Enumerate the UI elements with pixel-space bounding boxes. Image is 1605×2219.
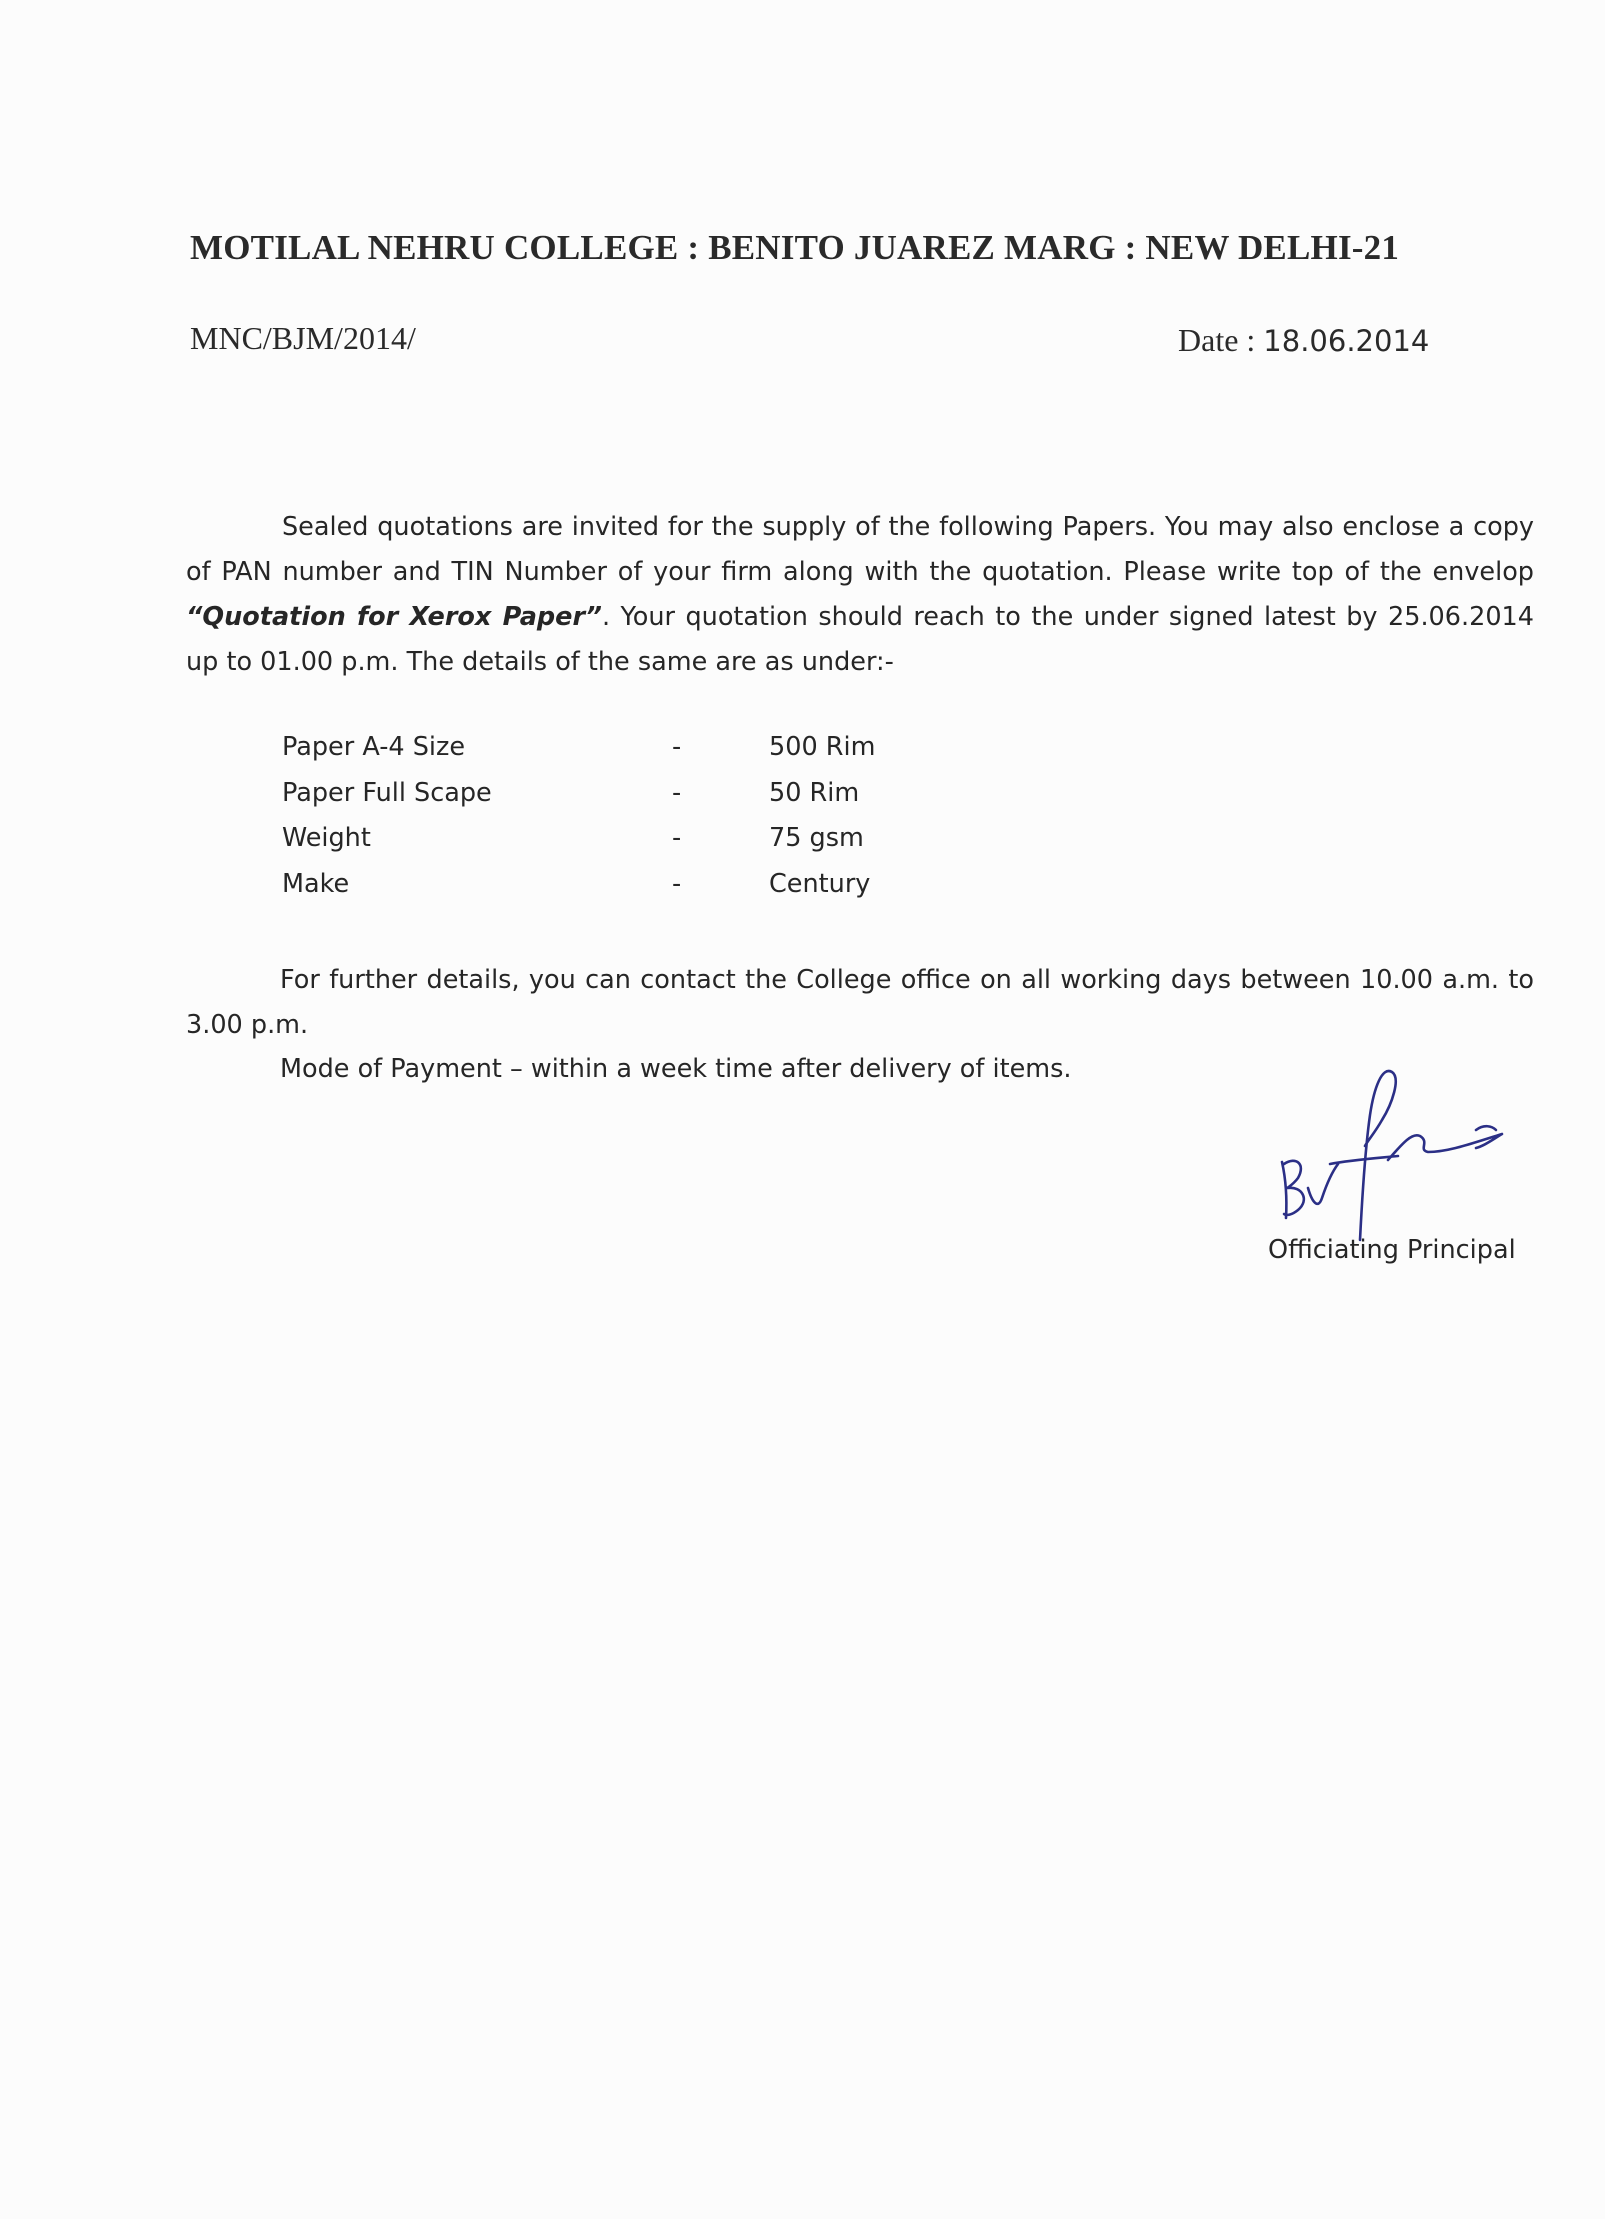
date-label: Date : (1178, 322, 1264, 358)
item-separator: - (672, 823, 682, 853)
signature-strokes (1282, 1071, 1502, 1240)
item-label: Make (282, 868, 350, 899)
item-value: 50 Rim (769, 777, 860, 808)
college-heading: MOTILAL NEHRU COLLEGE : BENITO JUAREZ MARG : NEW DELHI-21 (190, 228, 1400, 267)
contact-details-paragraph: For further details, you can contact the College office on all working days between 10.00 a.m. to 3.00 p.m. (186, 965, 1534, 1040)
paper-details-list (282, 732, 982, 914)
item-label: Paper A-4 Size (282, 732, 466, 762)
letter-date (1178, 322, 1429, 359)
quotation-invitation-paragraph (186, 505, 1534, 685)
list-item (282, 823, 982, 869)
list-item (282, 869, 982, 915)
item-separator: - (672, 777, 682, 808)
item-label: Weight (282, 823, 371, 853)
list-item (282, 732, 982, 778)
item-value: Century (769, 868, 871, 899)
item-label: Paper Full Scape (282, 777, 492, 808)
item-separator: - (672, 868, 682, 899)
signatory-designation: Officiating Principal (1268, 1235, 1516, 1265)
paragraph-text: . Your quotation should reach to the under signed latest by 25.06.2014 up to 01.00 p.m. The details of the same are as under:- (186, 602, 1534, 677)
item-value: 75 gsm (769, 823, 864, 853)
item-value: 500 Rim (769, 732, 876, 762)
handwritten-signature (1270, 1060, 1540, 1250)
paragraph-text: Sealed quotations are invited for the supply of the following Papers. You may also enclose a copy of PAN number and TIN Number of your firm along with the quotation. Please write top of the envelop (186, 512, 1534, 587)
date-value: 18.06.2014 (1263, 324, 1430, 358)
payment-mode-paragraph: Mode of Payment – within a week time after delivery of items. (280, 1054, 1072, 1084)
list-item (282, 778, 982, 824)
reference-number: MNC/BJM/2014/ (190, 320, 416, 356)
item-separator: - (672, 732, 682, 762)
envelope-title-emphasis: “Quotation for Xerox Paper” (186, 602, 602, 632)
